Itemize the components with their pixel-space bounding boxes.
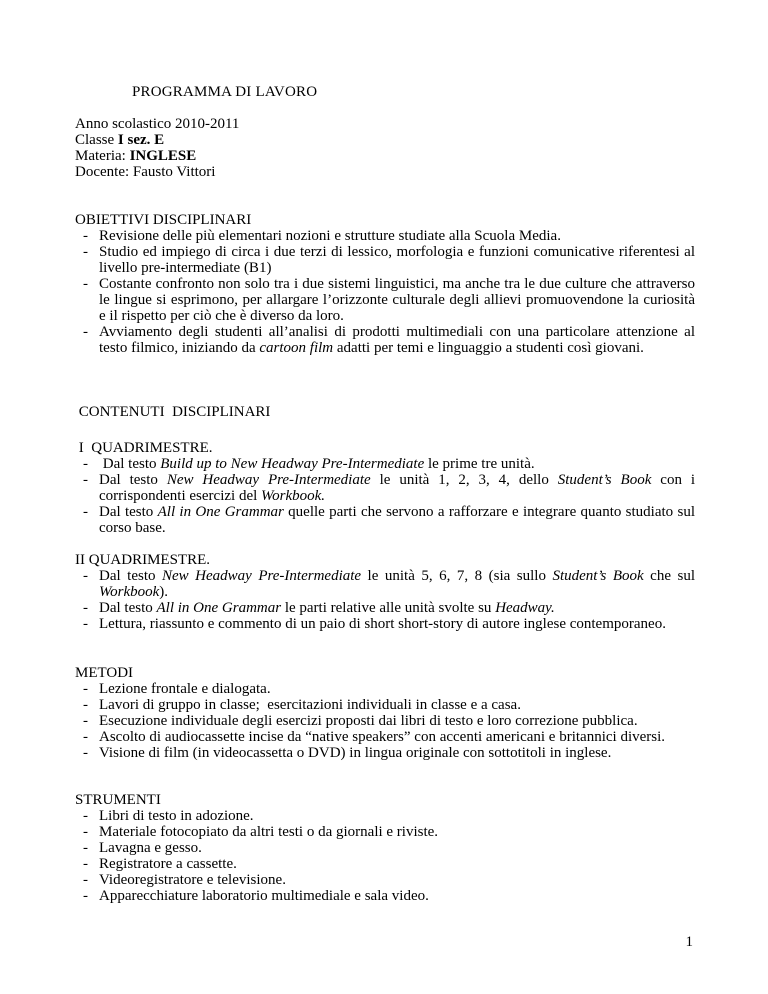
materia-line: Materia: INGLESE	[75, 148, 197, 164]
q1-heading: I QUADRIMESTRE.	[75, 440, 213, 456]
strumenti-section	[75, 792, 695, 904]
metodi-list	[75, 681, 695, 761]
contenuti-heading: CONTENUTI DISCIPLINARI	[75, 404, 271, 420]
contenuti-section	[75, 404, 695, 420]
list-item: - Dal testo All in One Grammar le parti relative alle unità svolte su Headway.	[83, 600, 555, 616]
page-title: PROGRAMMA DI LAVORO	[132, 84, 318, 100]
list-item: - Revisione delle più elementari nozioni e strutture studiate alla Scuola Media.	[83, 228, 561, 244]
strumenti-heading: STRUMENTI	[75, 792, 161, 808]
list-item: - Lezione frontale e dialogata.	[83, 681, 271, 697]
classe-line: Classe I sez. E	[75, 132, 165, 148]
list-item: - Lavagna e gesso.	[83, 840, 202, 856]
list-item: - Registratore a cassette.	[83, 856, 237, 872]
q1-list	[75, 456, 695, 536]
list-item: - Dal testo New Headway Pre-Intermediate le unità 5, 6, 7, 8 (sia sullo Student’s Book che sul Workbook).	[83, 568, 695, 600]
list-item: - Costante confronto non solo tra i due sistemi linguistici, ma anche tra le due culture che attraverso le lingue si esprimono, per allargare l’orizzonte culturale degli allievi promuovendone la curiosità e il rispetto per ciò che è diverso da loro.	[83, 276, 695, 324]
list-item: - Ascolto di audiocassette incise da “native speakers” con accenti americani e britannici diversi.	[83, 729, 666, 745]
list-item: - Visione di film (in videocassetta o DVD) in lingua originale con sottotitoli in inglese.	[83, 745, 612, 761]
list-item: - Dal testo New Headway Pre-Intermediate le unità 1, 2, 3, 4, dello Student’s Book con i corrispondenti esercizi del Workbook.	[83, 472, 696, 504]
anno-scolastico: Anno scolastico 2010-2011	[75, 116, 240, 132]
list-item: - Studio ed impiego di circa i due terzi di lessico, morfologia e funzioni comunicative riferentesi al livello pre-intermediate (B1)	[83, 244, 695, 276]
classe-value: I sez. E	[117, 132, 165, 148]
list-item: - Lettura, riassunto e commento di un paio di short short-story di autore inglese contemporaneo.	[83, 616, 666, 632]
q2-section	[75, 552, 695, 632]
list-item: - Videoregistratore e televisione.	[83, 872, 286, 888]
page-number: 1	[685, 934, 693, 950]
q2-heading: II QUADRIMESTRE.	[75, 552, 210, 568]
list-item: - Avviamento degli studenti all’analisi di prodotti multimediali con una particolare attenzione al testo filmico, iniziando da cartoon film adatti per temi e linguaggio a studenti così giovani.	[83, 324, 695, 356]
list-item: - Libri di testo in adozione.	[83, 808, 254, 824]
materia-value: INGLESE	[129, 148, 197, 164]
list-item: - Dal testo Build up to New Headway Pre-Intermediate le prime tre unità.	[83, 456, 535, 472]
list-item: - Esecuzione individuale degli esercizi proposti dai libri di testo e loro correzione pubblica.	[83, 713, 638, 729]
list-item: - Lavori di gruppo in classe; esercitazioni individuali in classe e a casa.	[83, 697, 521, 713]
docente-line: Docente: Fausto Vittori	[75, 164, 216, 180]
list-item: - Materiale fotocopiato da altri testi o da giornali e riviste.	[83, 824, 439, 840]
obiettivi-list	[75, 228, 695, 356]
obiettivi-section	[75, 212, 695, 356]
header-block	[75, 116, 695, 180]
q1-section	[75, 440, 695, 536]
obiettivi-heading: OBIETTIVI DISCIPLINARI	[75, 212, 252, 228]
list-item: - Apparecchiature laboratorio multimediale e sala video.	[83, 888, 429, 904]
metodi-heading: METODI	[75, 665, 134, 681]
strumenti-list	[75, 808, 695, 904]
list-item: - Dal testo All in One Grammar quelle parti che servono a rafforzare e integrare quanto studiato sul corso base.	[83, 504, 695, 536]
metodi-section	[75, 665, 695, 761]
q2-list	[75, 568, 695, 632]
